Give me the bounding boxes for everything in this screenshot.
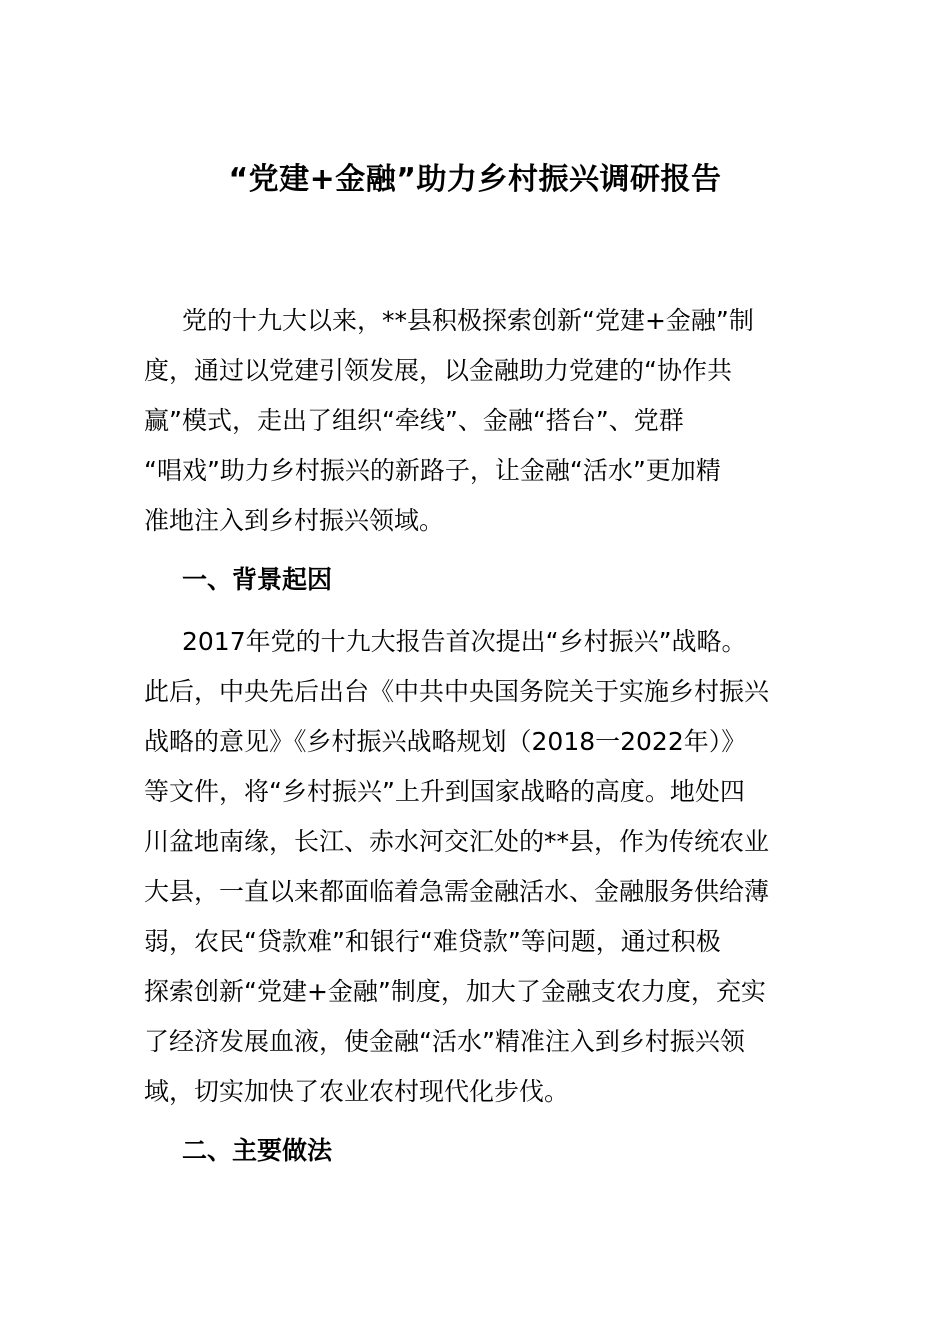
paragraph-line: “唱戏”助力乡村振兴的新路子，让金融“活水”更加精 <box>144 456 721 485</box>
paragraph-line: 此后，中央先后出台《中共中央国务院关于实施乡村振兴 <box>144 677 770 706</box>
paragraph-line: 大县，一直以来都面临着急需金融活水、金融服务供给薄 <box>144 877 770 906</box>
section-heading-background: 一、背景起因 <box>182 565 333 594</box>
document-title: “党建+金融”助力乡村振兴调研报告 <box>228 162 722 197</box>
paragraph-line: 弱，农民“贷款难”和银行“难贷款”等问题，通过积极 <box>144 927 721 956</box>
paragraph-line: 2017年党的十九大报告首次提出“乡村振兴”战略。 <box>182 627 747 656</box>
paragraph-line: 度，通过以党建引领发展，以金融助力党建的“协作共 <box>144 356 732 385</box>
paragraph-line: 了经济发展血液，使金融“活水”精准注入到乡村振兴领 <box>144 1027 745 1056</box>
paragraph-line: 川盆地南缘，长江、赤水河交汇处的**县，作为传统农业 <box>144 827 770 856</box>
paragraph-line: 战略的意见》《乡村振兴战略规划（2018一2022年）》 <box>144 727 747 756</box>
paragraph-line: 准地注入到乡村振兴领域。 <box>144 506 445 535</box>
background-paragraph <box>144 617 808 1117</box>
paragraph-line: 赢”模式，走出了组织“牵线”、金融“搭台”、党群 <box>144 406 684 435</box>
paragraph-line: 探索创新“党建+金融”制度，加大了金融支农力度，充实 <box>144 977 766 1006</box>
section-heading-main-practices: 二、主要做法 <box>182 1136 333 1165</box>
intro-paragraph <box>144 296 808 546</box>
paragraph-line: 等文件，将“乡村振兴”上升到国家战略的高度。地处四 <box>144 777 745 806</box>
paragraph-line: 党的十九大以来，**县积极探索创新“党建+金融”制 <box>182 306 754 335</box>
paragraph-line: 域，切实加快了农业农村现代化步伐。 <box>144 1077 570 1106</box>
